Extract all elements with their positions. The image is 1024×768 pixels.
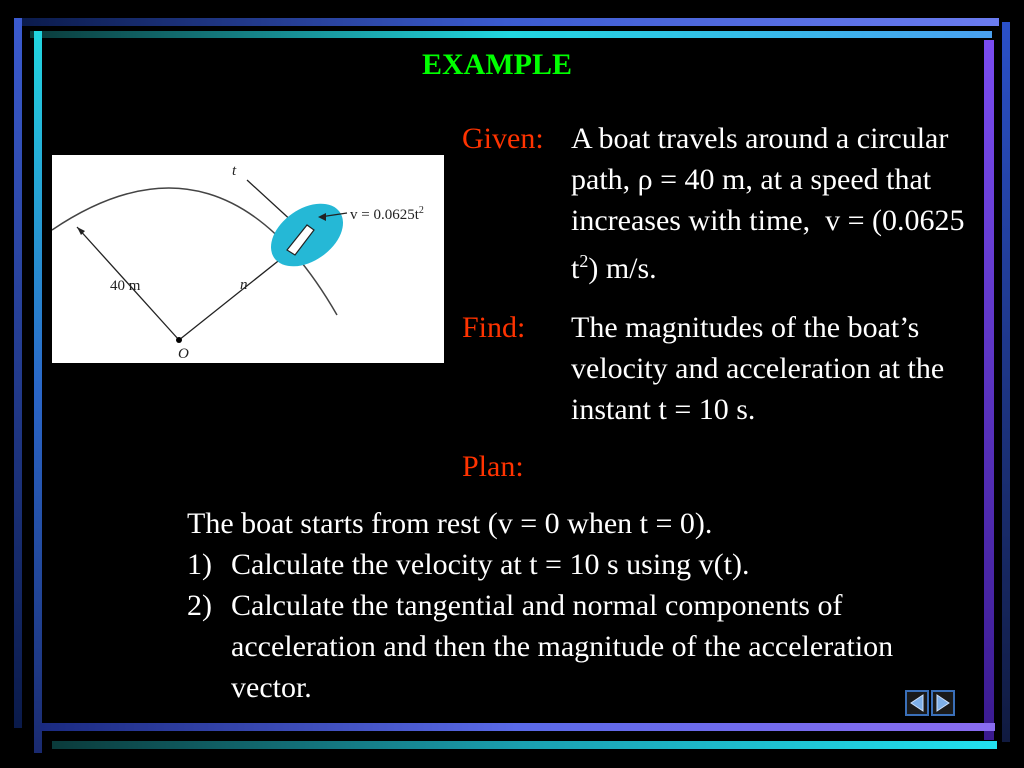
given-eq-prefix: v = (0.0625 t	[571, 204, 965, 285]
plan-label: Plan:	[462, 450, 524, 483]
given-label: Given:	[462, 122, 544, 155]
plan-step-1	[187, 544, 947, 585]
given-text	[571, 118, 971, 289]
plan-step-text: Calculate the velocity at t = 10 s using v(t).	[231, 548, 750, 581]
plan-step-text: Calculate the tangential and normal components of acceleration and then the magnitude of the acceleration vector.	[231, 589, 894, 704]
plan-step-number: 2)	[187, 589, 212, 622]
given-description: A boat travels around a circular path, ρ = 40 m, at a speed that increases with time,	[571, 122, 949, 237]
boat-diagram	[52, 155, 444, 363]
frame-bottom-bar-inner	[52, 741, 997, 749]
center-point	[176, 337, 182, 343]
frame-top-bar	[14, 18, 999, 26]
frame-left-bar	[14, 18, 22, 728]
frame-right-bar-outer	[1002, 22, 1010, 742]
tangent-label: t	[232, 163, 237, 179]
plan-step-2	[187, 585, 947, 708]
velocity-label: $v = 0.0625t^2$	[350, 205, 424, 223]
diagram-svg	[52, 155, 444, 363]
given-eq-exponent: 2	[579, 251, 589, 271]
next-arrow-icon	[933, 692, 953, 714]
prev-slide-button[interactable]	[905, 690, 929, 716]
normal-line	[179, 250, 292, 340]
next-slide-button[interactable]	[931, 690, 955, 716]
frame-left-bar-inner	[34, 31, 42, 753]
given-eq-suffix: ) m/s.	[588, 252, 657, 285]
plan-intro: The boat starts from rest (v = 0 when t = 0).	[187, 507, 713, 540]
origin-label: O	[178, 346, 189, 362]
plan-step-number: 1)	[187, 548, 212, 581]
prev-arrow-icon	[907, 692, 927, 714]
plan-list	[187, 503, 947, 708]
normal-label: n	[240, 277, 248, 293]
frame-bottom-bar	[40, 723, 995, 731]
find-label: Find:	[462, 311, 526, 344]
frame-right-bar	[984, 40, 994, 740]
find-text: The magnitudes of the boat’s velocity and acceleration at the instant t = 10 s.	[571, 311, 945, 426]
radius-label: 40 m	[110, 278, 141, 294]
frame-top-bar-inner	[30, 31, 992, 38]
slide-title: EXAMPLE	[422, 48, 572, 81]
